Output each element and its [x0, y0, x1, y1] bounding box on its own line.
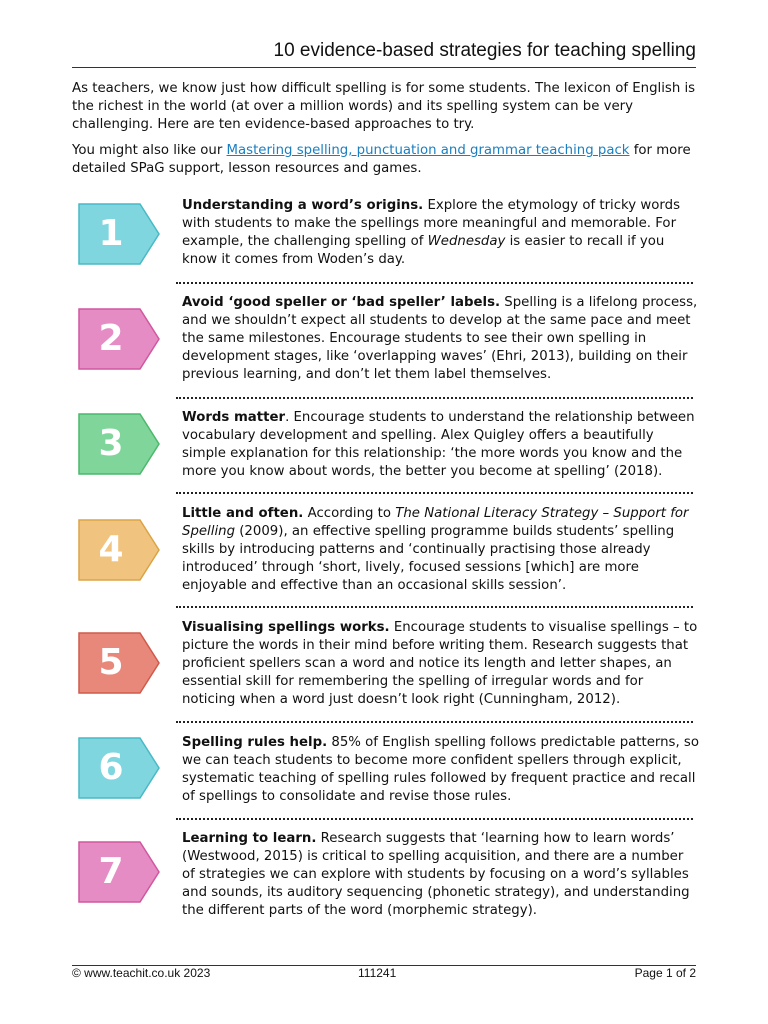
strategy-text [182, 734, 700, 806]
dotted-divider [176, 606, 693, 608]
teaching-pack-link[interactable]: Mastering spelling, punctuation and grammar teaching pack [226, 143, 630, 158]
strategy-title: Visualising spellings works. [182, 620, 390, 635]
strategy-number: 5 [98, 642, 124, 683]
strategy-body: . Encourage students to understand the relationship between vocabulary development and spelling. Alex Quigley offers a beautifully simple explanation for this relationship: ‘the more words you know and the more you know about words, the better you become at spelling’ (2018). [182, 410, 695, 479]
strategy-title: Avoid ‘good speller or ‘bad speller’ labels. [182, 295, 501, 310]
number-arrow-badge [78, 413, 160, 475]
intro-text-2-before: You might also like our [72, 143, 227, 158]
strategy-text [182, 505, 700, 595]
strategy-title: Understanding a word’s origins. [182, 198, 424, 213]
strategy-emphasis: The National Literacy Strategy – Support for Spelling [182, 506, 689, 539]
strategy-emphasis: Wednesday [427, 234, 506, 249]
footer-copyright: © www.teachit.co.uk 2023 [72, 966, 211, 980]
intro-text-1: As teachers, we know just how difficult spelling is for some students. The lexicon of English is the richest in the world (at over a million words) and its spelling system can be very challenging. Here are ten evidence-based approaches to try. [72, 81, 696, 132]
strategy-body: Explore the etymology of tricky words with students to make the spellings more meaningful and memorable. For example, the challenging spelling of [182, 198, 680, 249]
strategy-title: Spelling rules help. [182, 735, 328, 750]
strategy-number: 1 [98, 213, 124, 254]
strategy-number: 7 [98, 851, 124, 892]
dotted-divider [176, 721, 693, 723]
dotted-divider [176, 397, 693, 399]
dotted-divider [176, 818, 693, 820]
number-arrow-badge [78, 841, 160, 903]
strategy-body: Spelling is a lifelong process, and we shouldn’t expect all students to develop at the same pace and meet the same milestones. Encourage students to see their own spelling in development stages, like ‘overlapping waves’ (Ehri, 2013), building on their previous learning, and don’t let them label themselves. [182, 295, 698, 382]
number-arrow-badge [78, 519, 160, 581]
strategy-body: 85% of English spelling follows predictable patterns, so we can teach students to become more confident spellers through explicit, systematic teaching of spelling rules followed by frequent practice and recall of spellings to consolidate and revise those rules. [182, 735, 699, 804]
number-arrow-badge [78, 737, 160, 799]
footer-page-number: Page 1 of 2 [634, 966, 696, 980]
intro-paragraph-2 [72, 142, 700, 178]
dotted-divider [176, 492, 693, 494]
intro-paragraph-1 [72, 80, 700, 134]
strategy-text [182, 619, 700, 709]
strategy-body: According to [303, 506, 396, 521]
strategy-number: 6 [98, 747, 124, 788]
strategy-body: Encourage students to visualise spellings – to picture the words in their mind before writing them. Research suggests that proficient spellers scan a word and notice its length and letter shapes, an essential skill for remembering the spelling of irregular words and for noticing when a word just doesn’t look right (Cunningham, 2012). [182, 620, 698, 707]
footer-resource-code: 111241 [358, 966, 397, 980]
strategy-body-end: is easier to recall if you know it comes from Woden’s day. [182, 234, 665, 267]
strategy-number: 3 [98, 423, 124, 464]
number-arrow-badge [78, 632, 160, 694]
strategy-number: 2 [98, 318, 124, 359]
strategy-body-end: (2009), an effective spelling programme builds students’ spelling skills by introducing patterns and ‘continually practising those already introduced’ through ‘short, lively, focused sessions [which] are more enjoyable and effective than an occasional skills session’. [182, 524, 675, 593]
dotted-divider [176, 282, 693, 284]
strategy-text [182, 830, 700, 920]
number-arrow-badge [78, 308, 160, 370]
strategy-title: Little and often. [182, 506, 304, 521]
intro-text-2 [72, 142, 700, 178]
strategy-body: Research suggests that ‘learning how to learn words’ (Westwood, 2015) is critical to spelling acquisition, and there are a number of strategies we can explore with students by focusing on a word’s syllables and sounds, its auditory sequencing (phonetic strategy), and understanding the different parts of the word (morphemic strategy). [182, 831, 690, 918]
strategy-title: Words matter [182, 410, 286, 425]
intro-text-2-after: for more detailed SPaG support, lesson resources and games. [72, 143, 691, 176]
strategy-text [182, 294, 700, 384]
strategy-number: 4 [98, 529, 124, 570]
page-title: 10 evidence-based strategies for teaching spelling [273, 40, 696, 61]
strategy-title: Learning to learn. [182, 831, 317, 846]
number-arrow-badge [78, 203, 160, 265]
strategy-text [182, 409, 700, 481]
strategy-text [182, 197, 700, 269]
header-divider [72, 67, 696, 68]
